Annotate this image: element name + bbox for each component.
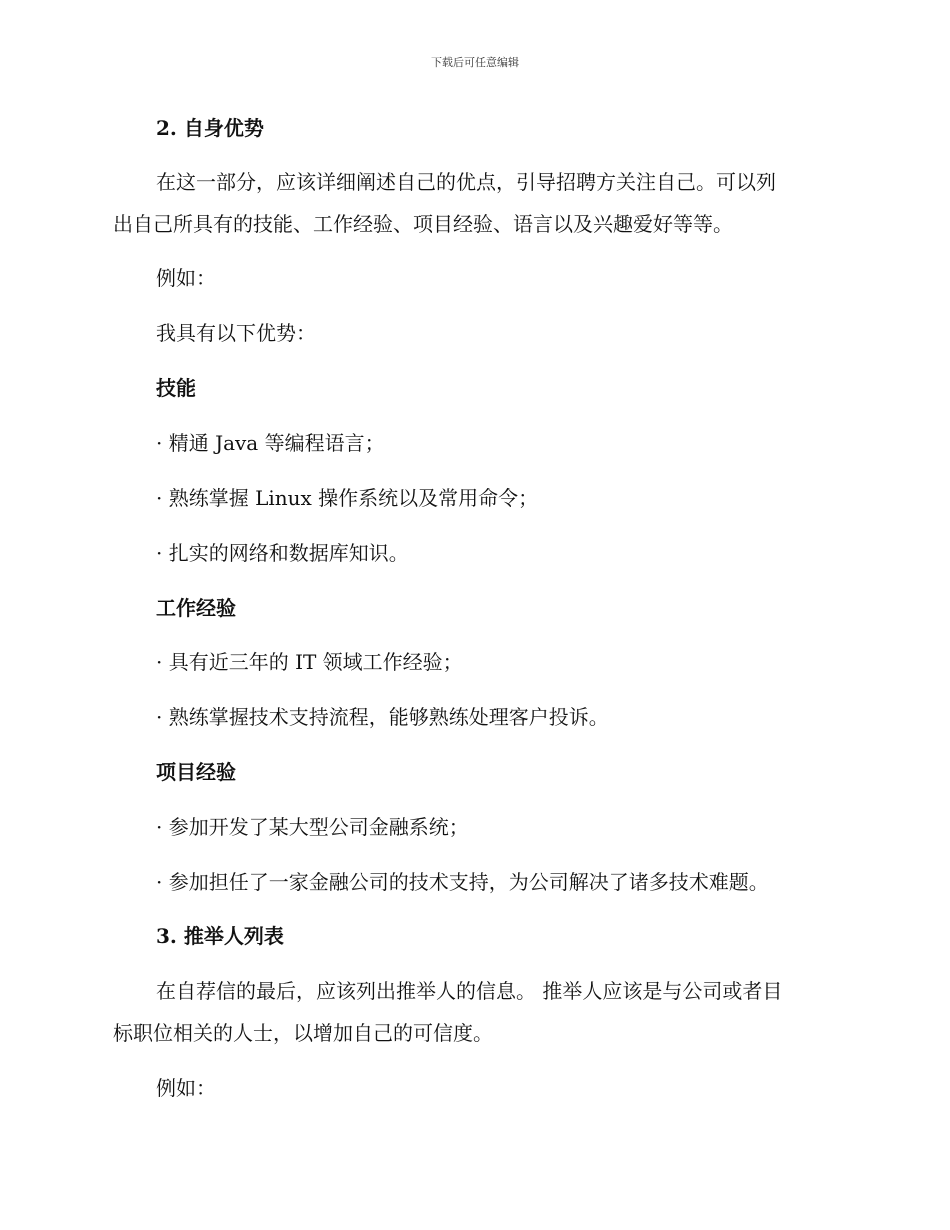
project-experience-title: 项目经验 [156, 760, 236, 784]
advantages-intro: 我具有以下优势： [156, 321, 316, 345]
skill-item: · 精通 Java 等编程语言； [156, 431, 385, 455]
page-header: 下载后可任意编辑 [431, 56, 519, 69]
section-2-paragraph-line-2: 出自己所具有的技能、工作经验、项目经验、语言以及兴趣爱好等等。 [113, 212, 733, 236]
section-3-heading: 3. 推举人列表 [156, 924, 284, 948]
project-item: · 参加开发了某大型公司金融系统； [156, 815, 469, 839]
work-item: · 熟练掌握技术支持流程，能够熟练处理客户投诉。 [156, 705, 609, 729]
section-2-paragraph-line-1: 在这一部分，应该详细阐述自己的优点，引导招聘方关注自己。可以列 [156, 170, 776, 194]
skill-item: · 熟练掌握 Linux 操作系统以及常用命令； [156, 486, 539, 510]
project-item: · 参加担任了一家金融公司的技术支持，为公司解决了诸多技术难题。 [156, 870, 769, 894]
section-3-paragraph-line-2: 标职位相关的人士，以增加自己的可信度。 [113, 1021, 493, 1045]
section-2-heading: 2. 自身优势 [156, 116, 264, 140]
section-3-paragraph-line-1: 在自荐信的最后，应该列出推举人的信息。 推举人应该是与公司或者目 [156, 979, 783, 1003]
work-item: · 具有近三年的 IT 领域工作经验； [156, 650, 463, 674]
skill-item: · 扎实的网络和数据库知识。 [156, 541, 409, 565]
example-label: 例如： [156, 266, 216, 290]
example-label: 例如： [156, 1076, 216, 1100]
skills-title: 技能 [156, 376, 196, 400]
work-experience-title: 工作经验 [156, 596, 236, 620]
